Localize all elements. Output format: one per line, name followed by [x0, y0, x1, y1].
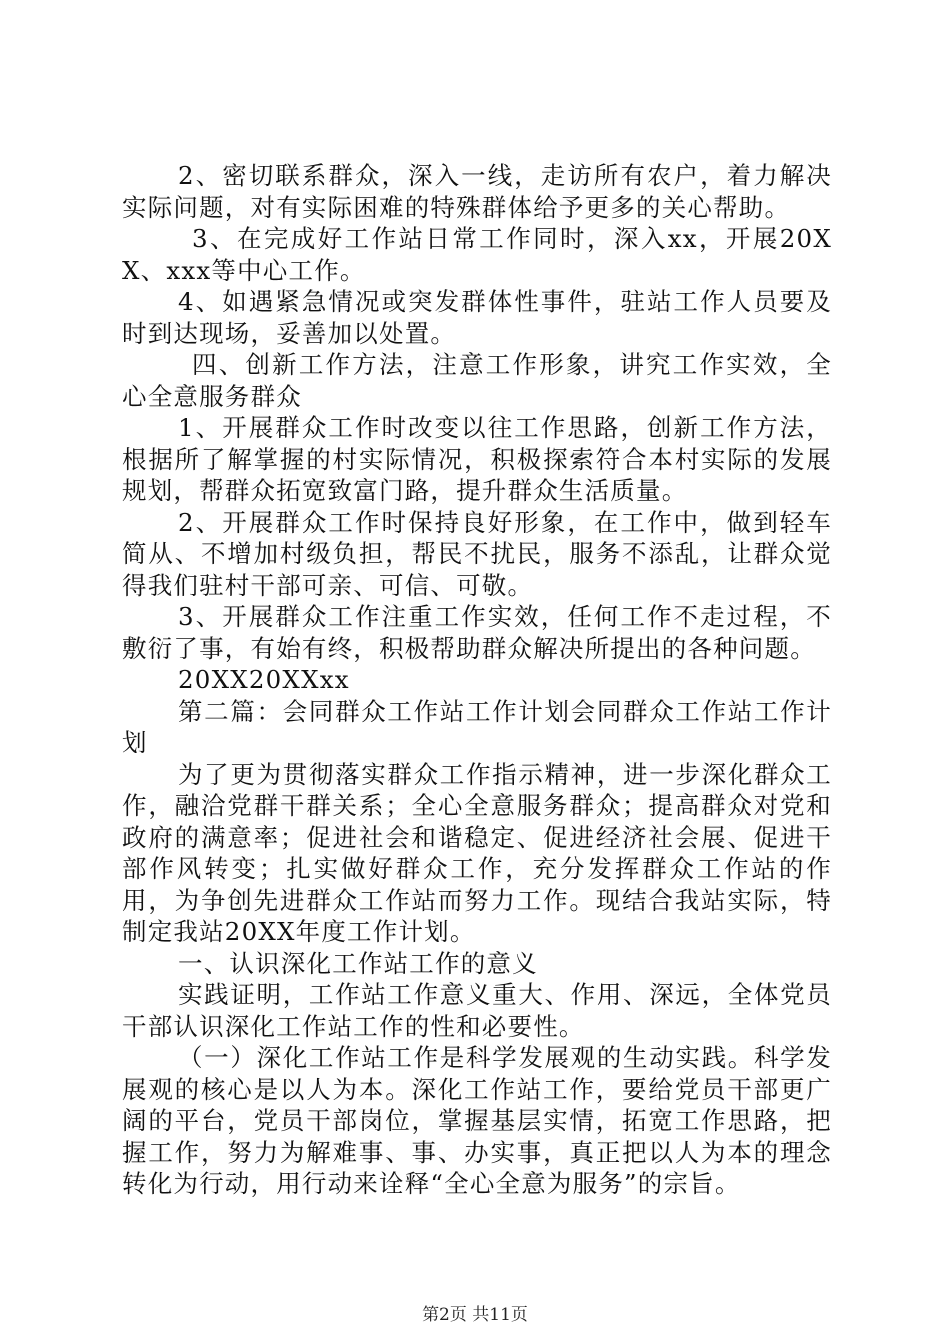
paragraph-method-3: 3、开展群众工作注重工作实效，任何工作不走过程，不敷衍了事，有始有终，积极帮助群众解决所提出的各种问题。: [122, 602, 832, 663]
page-number-footer: 第2页 共11页: [422, 1305, 528, 1325]
paragraph-item-4: 4、如遇紧急情况或突发群体性事件，驻站工作人员要及时到达现场，妥善加以处置。: [122, 287, 832, 348]
paragraph-item-3: 3、在完成好工作站日常工作同时，深入xx，开展20XX、xxx等中心工作。: [122, 224, 832, 285]
paragraph-subsection-one: （一）深化工作站工作是科学发展观的生动实践。科学发展观的核心是以人为本。深化工作站工作，要给党员干部更广阔的平台，党员干部岗位，掌握基层实情，拓宽工作思路，把握工作，努力为解难事、事、办实事，真正把以人为本的理念转化为行动，用行动来诠释“全心全意为服务”的宗旨。: [122, 1043, 832, 1198]
paragraph-method-1: 1、开展群众工作时改变以往工作思路，创新工作方法，根据所了解掌握的村实际情况，积极探索符合本村实际的发展规划，帮群众拓宽致富门路，提升群众生活质量。: [122, 413, 832, 505]
paragraph-intro: 为了更为贯彻落实群众工作指示精神，进一步深化群众工作，融洽党群干群关系；全心全意服务群众；提高群众对党和政府的满意率；促进社会和谐稳定、促进经济社会展、促进干部作风转变；扎实做好群众工作，充分发挥群众工作站的作用，为争创先进群众工作站而努力工作。现结合我站实际，特制定我站20XX年度工作计划。: [122, 759, 832, 946]
section-heading-one: 一、认识深化工作站工作的意义: [178, 948, 538, 978]
paragraph-item-2: 2、密切联系群众，深入一线，走访所有农户，着力解决实际问题，对有实际困难的特殊群体给予更多的关心帮助。: [122, 161, 832, 222]
paragraph-practice: 实践证明，工作站工作意义重大、作用、深远，全体党员干部认识深化工作站工作的性和必要性。: [122, 980, 832, 1041]
chapter-title: 第二篇：会同群众工作站工作计划会同群众工作站工作计划: [122, 696, 832, 757]
paragraph-method-2: 2、开展群众工作时保持良好形象，在工作中，做到轻车简从、不增加村级负担，帮民不扰民，服务不添乱，让群众觉得我们驻村干部可亲、可信、可敬。: [122, 507, 832, 600]
document-body: [122, 160, 832, 1200]
section-heading-four: 四、创新工作方法，注意工作形象，讲究工作实效，全心全意服务群众: [122, 350, 832, 411]
date-line: 20XX20XXxx: [178, 665, 350, 694]
